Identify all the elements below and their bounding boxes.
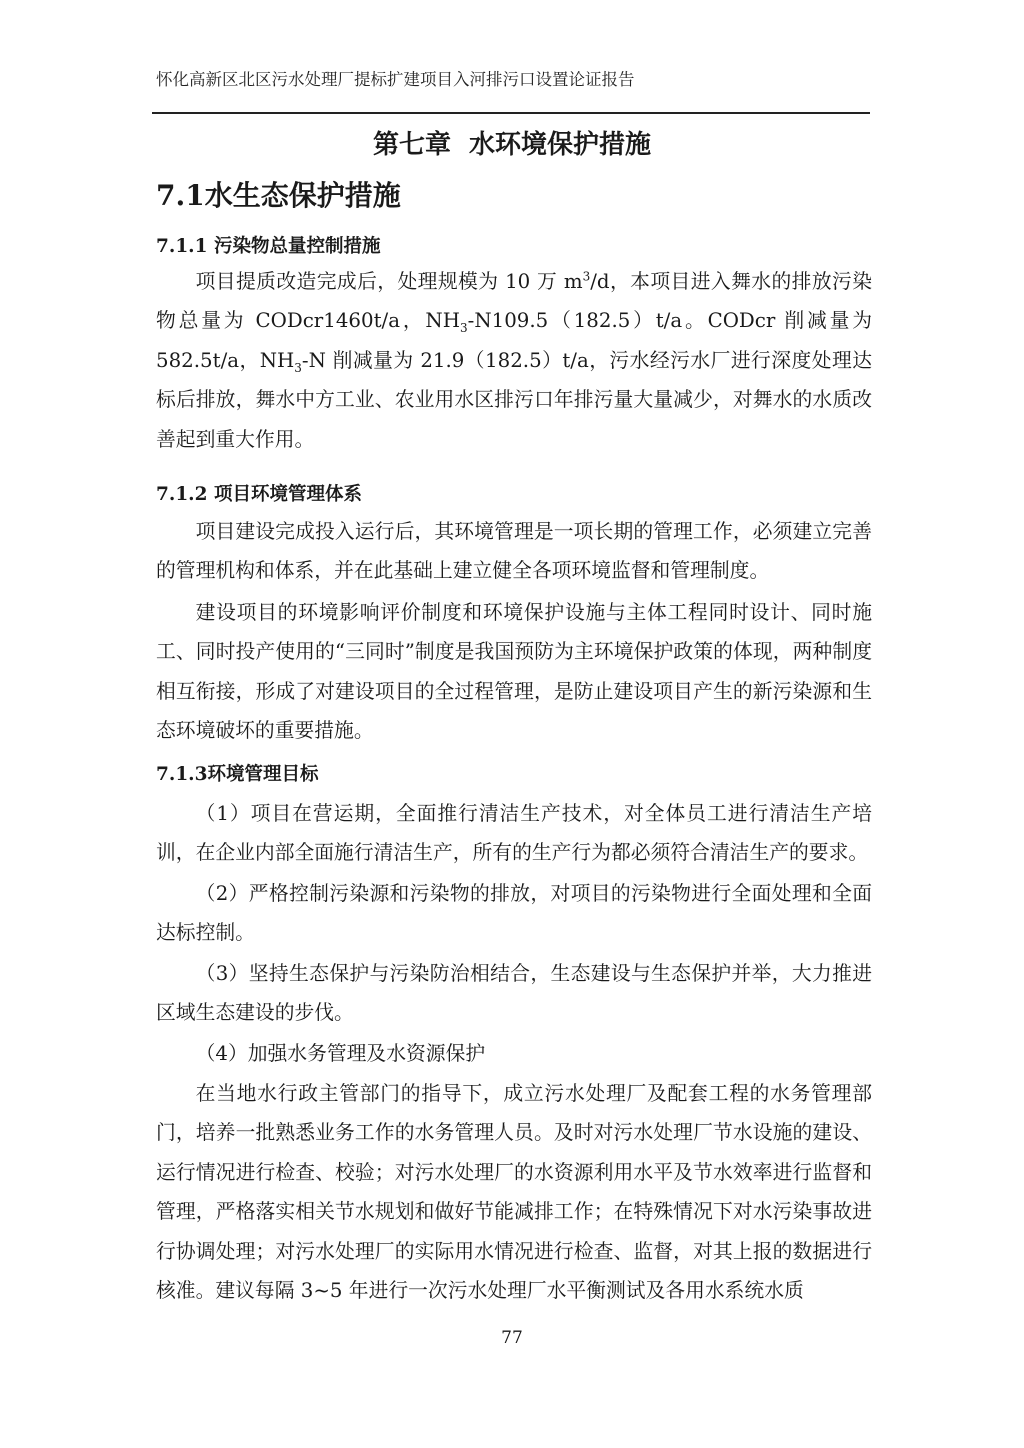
header-rule — [152, 112, 870, 114]
paragraph-7-1-2-b: 建设项目的环境影响评价制度和环境保护设施与主体工程同时设计、同时施工、同时投产使用的“三同时”制度是我国预防为主环境保护政策的体现，两种制度相互衔接，形成了对建设项目的全过程管理，是防止建设项目产生的新污染源和生态环境破坏的重要措施。 — [156, 601, 872, 743]
subscript: 3 — [460, 321, 468, 336]
running-header: 怀化高新区北区污水处理厂提标扩建项目入河排污口设置论证报告 — [156, 70, 635, 89]
list-item-3: （3）坚持生态保护与污染防治相结合，生态建设与生态保护并举，大力推进区域生态建设的步伐。 — [156, 962, 872, 1025]
subscript: 3 — [294, 360, 302, 375]
paragraph-7-1-1 — [156, 262, 872, 459]
section-title-7-1: 7.1水生态保护措施 — [156, 179, 401, 212]
subsection-title-7-1-2: 7.1.2 项目环境管理体系 — [156, 484, 362, 505]
list-item-1: （1）项目在营运期，全面推行清洁生产技术，对全体员工进行清洁生产培训，在企业内部全面施行清洁生产，所有的生产行为都必须符合清洁生产的要求。 — [156, 802, 872, 865]
page-number: 77 — [501, 1328, 523, 1348]
superscript: 3 — [582, 269, 591, 284]
p-segment: 项目提质改造完成后，处理规模为 10 万 m — [195, 270, 583, 293]
list-item-2: （2）严格控制污染源和污染物的排放，对项目的污染物进行全面处理和全面达标控制。 — [156, 882, 872, 945]
chapter-title: 第七章 水环境保护措施 — [372, 130, 652, 160]
paragraph-7-1-2-a: 项目建设完成投入运行后，其环境管理是一项长期的管理工作，必须建立完善的管理机构和体系，并在此基础上建立健全各项环境监督和管理制度。 — [156, 520, 872, 583]
p-segment: /d，本项目进入舞水的排放污染物总量为 CODcr1460t/a，NH — [156, 270, 872, 333]
subsection-title-7-1-1: 7.1.1 污染物总量控制措施 — [156, 236, 381, 257]
p-segment: -N 削减量为 21.9（182.5）t/a，污水经污水厂进行深度处理达标后排放，舞水中方工业、农业用水区排污口年排污量大量减少，对舞水的水质改善起到重大作用。 — [156, 348, 872, 451]
list-item-4: （4）加强水务管理及水资源保护 — [195, 1042, 486, 1065]
subsection-title-7-1-3: 7.1.3环境管理目标 — [156, 764, 319, 785]
paragraph-7-1-3-last: 在当地水行政主管部门的指导下，成立污水处理厂及配套工程的水务管理部门，培养一批熟悉业务工作的水务管理人员。及时对污水处理厂节水设施的建设、运行情况进行检查、校验；对污水处理厂的水资源利用水平及节水效率进行监督和管理，严格落实相关节水规划和做好节能减排工作；在特殊情况下对水污染事故进行协调处理；对污水处理厂的实际用水情况进行检查、监督，对其上报的数据进行核准。建议每隔 3~5 年进行一次污水处理厂水平衡测试及各用水系统水质 — [156, 1082, 872, 1303]
p-segment: -N109.5（182.5）t/a。CODcr 削减量为 582.5t/a，NH — [156, 309, 873, 372]
